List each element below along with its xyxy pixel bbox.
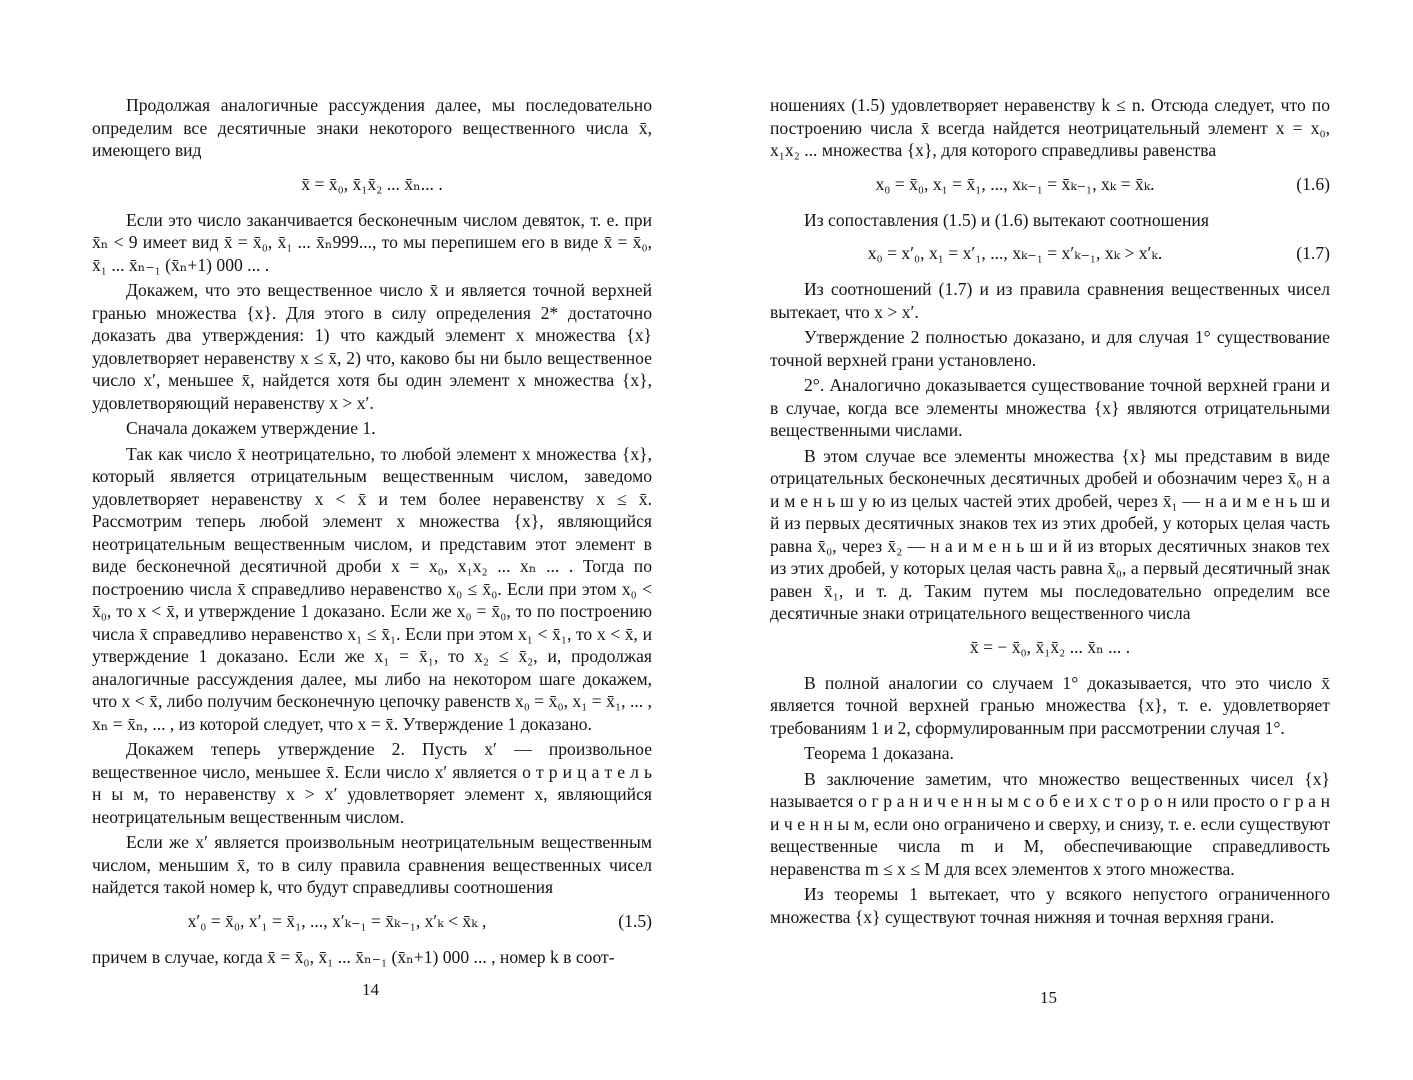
paragraph: Продолжая аналогичные рассуждения далее, мы последовательно определим все десятичные знаки некоторого вещественного числа x̄, имеющего вид bbox=[92, 95, 652, 160]
paragraph: причем в случае, когда x̄ = x̄₀, x̄₁ ... x̄ₙ₋₁ (x̄ₙ+1) 000 ... , номер k в соот- bbox=[92, 946, 615, 967]
equation-text: x̄ = − x̄₀, x̄₁x̄₂ ... x̄ₙ ... . bbox=[969, 636, 1131, 657]
paragraph: 2°. Аналогично доказывается существование точной верхней грани и в случае, когда все элементы множества {x} являются отрицательными вещественными числами. bbox=[770, 375, 1330, 440]
equation-main bbox=[92, 172, 652, 197]
paragraph: В полной аналогии со случаем 1° доказывается, что это число x̄ является точной верхней гранью множества {x}, т. е. удовлетворяет требованиям 1 и 2, сформулированным при рассмотрении случая 1°. bbox=[770, 672, 1330, 738]
paragraph: Сначала докажем утверждение 1. bbox=[126, 418, 376, 438]
left-page bbox=[92, 0, 652, 1080]
equation-1-6 bbox=[770, 172, 1330, 197]
equation-text: x′₀ = x̄₀, x′₁ = x̄₁, ..., x′ₖ₋₁ = x̄ₖ₋₁, x′ₖ < x̄ₖ , bbox=[187, 910, 487, 931]
equation-number: (1.5) bbox=[618, 910, 652, 931]
right-page bbox=[770, 0, 1330, 1080]
equation-text: x₀ = x̄₀, x₁ = x̄₁, ..., xₖ₋₁ = x̄ₖ₋₁, xₖ = x̄ₖ. bbox=[875, 173, 1155, 194]
paragraph: В этом случае все элементы множества {x} мы представим в виде отрицательных бесконечных десятичных дробей и обозначим через x̄₀ н а и м е н ь ш у ю из целых частей этих дробей, через x̄₁ — н а и м е н ь ш и й из первых десятичных знаков тех из этих дробей, у которых целая часть равна x̄₀, через x̄₂ — н а и м е н ь ш и й из вторых десятичных знаков тех из этих дробей, у которых целая часть равна x̄₀, а первый десятичный знак равен x̄₁, и т. д. Таким путем мы последовательно определим все десятичные знаки отрицательного вещественного числа bbox=[770, 445, 1330, 623]
paragraph: Если же x′ является произвольным неотрицательным вещественным числом, меньшим x̄, то в силу правила сравнения вещественных чисел найдется такой номер k, что будут справедливы соотношения bbox=[92, 832, 652, 897]
paragraph: Если это число заканчивается бесконечным числом девяток, т. е. при x̄ₙ < 9 имеет вид x̄ = x̄₀, x̄₁ ... x̄ₙ999..., то мы перепишем его в виде x̄ = x̄₀, x̄₁ ... x̄ₙ₋₁ (x̄ₙ+1) 000 ... . bbox=[92, 209, 652, 275]
paragraph: Из сопоставления (1.5) и (1.6) вытекают соотношения bbox=[804, 209, 1209, 230]
paragraph: Из соотношений (1.7) и из правила сравнения вещественных чисел вытекает, что x > x′. bbox=[770, 279, 1330, 322]
equation-text: x₀ = x′₀, x₁ = x′₁, ..., xₖ₋₁ = x′ₖ₋₁, xₖ > x′ₖ. bbox=[867, 243, 1163, 264]
equation-negative bbox=[770, 635, 1330, 660]
right-page-text bbox=[770, 94, 1330, 931]
paragraph: Утверждение 2 полностью доказано, и для случая 1° существование точной верхней грани установлено. bbox=[770, 327, 1330, 370]
paragraph: Докажем теперь утверждение 2. Пусть x′ — произвольное вещественное число, меньшее x̄. Если число x′ является о т р и ц а т е л ь н ы м, то неравенству x > x′ удовлетворяет элемент x, являющийся неотрицательным вещественным числом. bbox=[92, 739, 652, 827]
paragraph: ношениях (1.5) удовлетворяет неравенству k ≤ n. Отсюда следует, что по построению числа x̄ всегда найдется неотрицательный элемент x = x₀, x₁x₂ ... множества {x}, для которого справедливы равенства bbox=[770, 95, 1330, 160]
page-number: 15 bbox=[1040, 988, 1057, 1007]
paragraph: Из теоремы 1 вытекает, что у всякого непустого ограниченного множества {x} существуют точная нижняя и точная верхняя грани. bbox=[770, 884, 1330, 927]
equation-text: x̄ = x̄₀, x̄₁x̄₂ ... x̄ₙ... . bbox=[301, 173, 443, 194]
paragraph: В заключение заметим, что множество вещественных чисел {x} называется о г р а н и ч е н н ы м с о б е и х с т о р о н или просто о г р а н и ч е н н ы м, если оно ограничено и сверху, и снизу, т. е. если существуют вещественные числа m и M, обеспечивающие справедливость неравенства m ≤ x ≤ M для всех элементов x этого множества. bbox=[770, 768, 1330, 879]
paragraph: Докажем, что это вещественное число x̄ и является точной верхней гранью множества {x}. Для этого в силу определения 2* достаточно доказать два утверждения: 1) что каждый элемент x множества {x} удовлетворяет неравенству x ≤ x̄, 2) что, каково бы ни было вещественное число x′, меньшее x̄, найдется хотя бы один элемент x множества {x}, удовлетворяющий неравенству x > x′. bbox=[92, 280, 652, 413]
paragraph: Так как число x̄ неотрицательно, то любой элемент x множества {x}, который является отрицательным вещественным числом, заведомо удовлетворяет неравенству x < x̄ и тем более неравенству x ≤ x̄. Рассмотрим теперь любой элемент x множества {x}, являющийся неотрицательным вещественным числом, и представим этот элемент в виде бесконечной десятичной дроби x = x₀, x₁x₂ ... xₙ ... . Тогда по построению числа x̄ справедливо неравенство x₀ ≤ x̄₀. Если при этом x₀ < x̄₀, то x < x̄, и утверждение 1 доказано. Если же x₀ = x̄₀, то по построению числа x̄ справедливо неравенство x₁ ≤ x̄₁. Если при этом x₁ < x̄₁, то x < x̄, и утверждение 1 доказано. Если же x₁ = x̄₁, то x₂ ≤ x̄₂, и, продолжая аналогичные рассуждения далее, мы либо на некотором шаге докажем, что x < x̄, либо получим бесконечную цепочку равенств x₀ = x̄₀, x₁ = x̄₁, ... , xₙ = x̄ₙ, ... , из которой следует, что x = x̄. Утверждение 1 доказано. bbox=[92, 443, 652, 734]
page-number: 14 bbox=[362, 980, 379, 999]
equation-1-7 bbox=[770, 241, 1330, 266]
equation-number: (1.7) bbox=[1296, 243, 1330, 264]
paragraph: Теорема 1 доказана. bbox=[804, 743, 954, 763]
left-page-text bbox=[92, 94, 652, 971]
equation-number: (1.6) bbox=[1296, 173, 1330, 194]
equation-1-5 bbox=[92, 909, 652, 934]
